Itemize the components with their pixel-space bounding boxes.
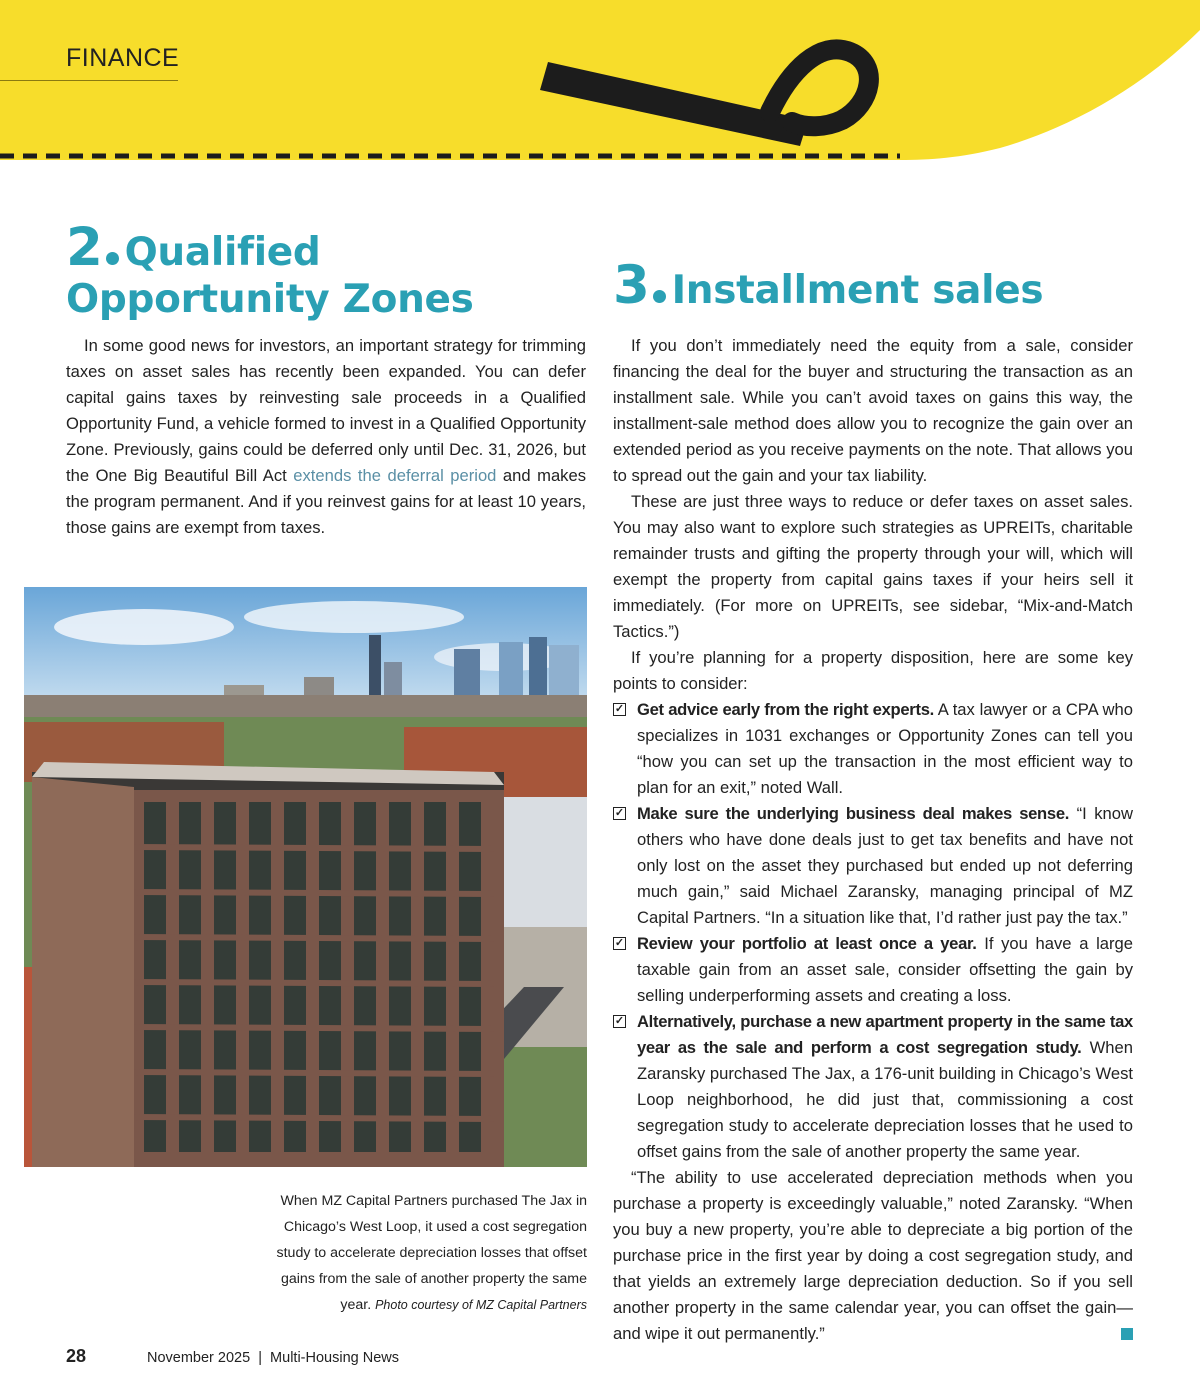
caption-text: When MZ Capital Partners purchased The Jax in Chicago’s West Loop, it used a cost segregation study to accelerate depreciation losses that offset gains from the sale of another property the same year. [276,1193,587,1313]
section-2-paragraph [66,333,586,541]
section-rule [0,80,178,81]
checklist-item-heading: Review your portfolio at least once a year. [637,934,977,953]
checkbox-icon: ✓ [614,807,625,819]
checklist-item-text: “I know others who have done deals just to get tax benefits and have not only lost on the asset they purchased but ended up not deferring much gain,” said Michael Zaransky, managing principal of MZ Capital Partners. “In a situation like that, I’d rather just pay the tax.” [637,804,1133,927]
section-2-title-line2: Opportunity Zones [66,276,474,322]
photo-caption [250,1188,587,1318]
section-label: FINANCE [66,44,180,72]
end-mark-icon [1121,1328,1133,1340]
section-3-number: 3 [613,255,650,316]
checklist-item-text: If you have a large taxable gain from an asset sale, consider offsetting the gain by selling underperforming assets and creating a loss. [637,934,1134,1005]
checklist-item [613,1009,1133,1165]
deferral-period-link[interactable]: extends the deferral period [293,466,497,485]
section-3-paragraph: If you don’t immediately need the equity from a sale, consider financing the deal for the buyer and structuring the transaction as an installment sale. While you can’t avoid taxes on gains this way, the installment-sale method does allow you to recognize the gain over an extended period as you receive payments on the note. That allows you to spread out the gain and your tax liability. [613,336,1133,485]
checklist-item [613,931,1133,1009]
checklist-item [613,801,1133,931]
section-2-number: 2 [66,217,103,278]
section-2-title-line1: Qualified [124,230,321,275]
photo-credit: Photo courtesy of MZ Capital Partners [375,1298,587,1312]
section-3-title: Installment sales [671,268,1044,313]
header-banner [0,0,1200,165]
publication-info: November 2025 | Multi-Housing News [147,1350,399,1366]
checklist-item-heading: Alternatively, purchase a new apartment property in the same tax year as the sale and perform a cost segregation study. [637,1012,1133,1057]
checkbox-icon: ✓ [614,703,625,715]
section-3-closing [613,1165,1133,1347]
section-2 [66,218,586,322]
checkbox-icon: ✓ [614,937,625,949]
closing-text: “The ability to use accelerated depreciation methods when you purchase a property is exceedingly valuable,” noted Zaransky. “When you buy a new property, you’re able to depreciate a big portion of the purchase price in the first year by doing a cost segregation study, and that yields an extremely large depreciation deduction. So if you sell another property in the same calendar year, you can offset the gain—and wipe it out permanently.” [613,1168,1133,1343]
page-number: 28 [66,1346,87,1366]
checkbox-icon: ✓ [614,1015,625,1027]
checklist-item-text: When Zaransky purchased The Jax, a 176-unit building in Chicago’s West Loop neighborhood, he did just that, commissioning a cost segregation study to accelerate depreciation losses that he used to offset gains from the sale of another property the same year. [637,1038,1133,1161]
checklist-item-heading: Get advice early from the right experts. [637,700,934,719]
section-2-body [66,333,586,541]
checklist-item-heading: Make sure the underlying business deal makes sense. [637,804,1070,823]
checklist-item-text: A tax lawyer or a CPA who specializes in 1031 exchanges or Opportunity Zones can tell you “how you can set up the transaction in the most efficient way to plan for an exit,” noted Wall. [637,700,1133,797]
section-3-body [613,333,1133,1347]
section-3-heading [613,256,1133,316]
heading-dot [106,252,119,265]
section-3 [613,256,1133,316]
key-points-checklist [613,697,1133,1165]
checklist-item [613,697,1133,801]
heading-dot [653,290,666,303]
section-3-paragraph: If you’re planning for a property disposition, here are some key points to consider: [613,648,1133,693]
building-photo [24,587,587,1167]
section-2-text-end: and makes the program permanent. And if you reinvest gains for at least 10 years, those gains are exempt from taxes. [66,466,586,537]
section-2-text-start: In some good news for investors, an important strategy for trimming taxes on asset sales has recently been expanded. You can defer capital gains taxes by reinvesting sale proceeds in a Qualified Opportunity Fund, a vehicle formed to invest in a Qualified Opportunity Zone. Previously, gains could be deferred only until Dec. 31, 2026, but the One Big Beautiful Bill Act [66,336,586,485]
section-3-paragraph: These are just three ways to reduce or defer taxes on asset sales. You may also want to explore such strategies as UPREITs, charitable remainder trusts and gifting the property through your will, which will exempt the property from capital gains taxes if your heirs sell it immediately. (For more on UPREITs, see sidebar, “Mix-and-Match Tactics.”) [613,492,1133,641]
section-2-heading [66,218,586,322]
